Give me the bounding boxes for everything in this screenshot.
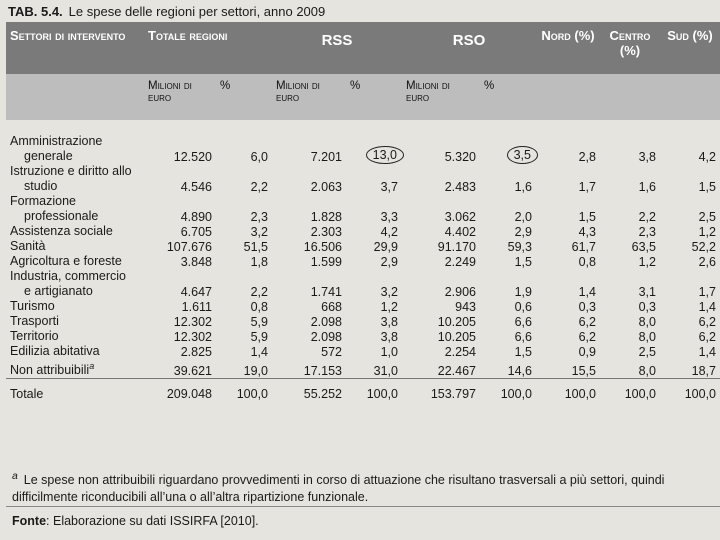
- total-rss: 55.252: [272, 379, 346, 404]
- cell-sud: 18,7: [691, 364, 716, 379]
- cell-rsop: 1,5: [514, 255, 532, 269]
- cell-tot: 12.302: [173, 330, 212, 344]
- cell-tot: 2.825: [180, 345, 212, 359]
- cell-rsop: 1,5: [514, 345, 532, 359]
- table-title: [8, 4, 325, 19]
- cell-tot: 12.302: [173, 315, 212, 329]
- table-number: TAB. 5.4.: [8, 4, 63, 19]
- table-row: [6, 269, 720, 299]
- row-label: Formazione professionale: [10, 194, 99, 223]
- table-row: [6, 224, 720, 239]
- cell-centro: 8,0: [638, 364, 656, 379]
- cell-nord: 4,3: [578, 225, 596, 239]
- cell-sud: 2,5: [698, 210, 716, 224]
- cell-centro: 3,8: [638, 150, 656, 164]
- cell-rssp: 1,2: [380, 300, 398, 314]
- cell-rss: 1.828: [310, 210, 342, 224]
- cell-rso: 10.205: [437, 315, 476, 329]
- cell-rso: 10.205: [437, 330, 476, 344]
- cell-tot: 6.705: [180, 225, 212, 239]
- header-nord: Nord (%): [536, 22, 600, 74]
- table-row: [6, 344, 720, 359]
- row-label: Non attribuibili$^a$: [10, 361, 95, 378]
- cell-rss: 2.063: [310, 180, 342, 194]
- cell-rso: 4.402: [444, 225, 476, 239]
- total-centro: 100,0: [600, 379, 660, 404]
- subheader-pct: %: [216, 74, 272, 120]
- cell-rso: 5.320: [444, 150, 476, 164]
- cell-rssp: 4,2: [380, 225, 398, 239]
- table-row: [6, 164, 720, 194]
- cell-sud: 1,2: [698, 225, 716, 239]
- header-totale: Totale regioni: [144, 22, 272, 74]
- row-label: Amministrazione generale: [10, 134, 103, 163]
- cell-rss: 1.599: [310, 255, 342, 269]
- subheader-pct: %: [480, 74, 536, 120]
- header-rss: RSS: [272, 22, 402, 74]
- cell-nord: 0,8: [578, 255, 596, 269]
- cell-sud: 1,7: [698, 285, 716, 299]
- cell-totp: 19,0: [243, 364, 268, 379]
- cell-rso: 3.062: [444, 210, 476, 224]
- row-label: Trasporti: [10, 314, 59, 328]
- row-label: Istruzione e diritto allo studio: [10, 164, 132, 193]
- cell-rssp: 1,0: [380, 345, 398, 359]
- cell-tot: 1.611: [181, 300, 212, 314]
- row-label: Territorio: [10, 329, 59, 343]
- total-rso: 153.797: [402, 379, 480, 404]
- cell-rso: 943: [455, 300, 476, 314]
- subheader-milioni: Milioni di euro: [402, 74, 480, 120]
- cell-rsop: 6,6: [514, 330, 532, 344]
- total-row: [6, 379, 720, 404]
- cell-sud: 4,2: [698, 150, 716, 164]
- header-sud: Sud (%): [660, 22, 720, 74]
- cell-sud: 6,2: [698, 330, 716, 344]
- cell-rssp: 13,0: [346, 134, 402, 164]
- cell-sud: 6,2: [698, 315, 716, 329]
- cell-totp: 5,9: [250, 315, 268, 329]
- cell-rss: 7.201: [310, 150, 342, 164]
- cell-tot: 4.890: [180, 210, 212, 224]
- cell-tot: 4.546: [180, 180, 212, 194]
- subheader-milioni: Milioni di euro: [144, 74, 216, 120]
- cell-rss: 2.098: [310, 330, 342, 344]
- table-row: [6, 194, 720, 224]
- cell-rso: 22.467: [437, 364, 476, 379]
- table-row: [6, 134, 720, 164]
- cell-rss: 1.741: [310, 285, 342, 299]
- cell-rso: 2.906: [444, 285, 476, 299]
- cell-rsop: 2,0: [514, 210, 532, 224]
- row-label: Industria, commercio e artigianato: [10, 269, 127, 298]
- cell-sud: 1,4: [698, 345, 716, 359]
- cell-rsop: 6,6: [514, 315, 532, 329]
- total-rssp: 100,0: [346, 379, 402, 404]
- cell-totp: 1,8: [250, 255, 268, 269]
- total-rsop: 100,0: [480, 379, 536, 404]
- cell-totp: 2,2: [250, 285, 268, 299]
- cell-nord: 0,3: [578, 300, 596, 314]
- cell-rssp: 3,8: [380, 315, 398, 329]
- cell-totp: 1,4: [250, 345, 268, 359]
- cell-rssp: 31,0: [373, 364, 398, 379]
- cell-rssp: 3,2: [380, 285, 398, 299]
- cell-rsop: 14,6: [507, 364, 532, 379]
- cell-tot: 4.647: [180, 285, 212, 299]
- cell-totp: 2,3: [250, 210, 268, 224]
- cell-nord: 1,7: [578, 180, 596, 194]
- cell-rso: 91.170: [437, 240, 476, 254]
- cell-sud: 1,4: [698, 300, 716, 314]
- cell-rssp: 3,8: [380, 330, 398, 344]
- footnote: [12, 468, 720, 506]
- cell-centro: 63,5: [631, 240, 656, 254]
- spending-table: [6, 22, 720, 403]
- total-sud: 100,0: [660, 379, 720, 404]
- table-row: [6, 314, 720, 329]
- cell-centro: 0,3: [638, 300, 656, 314]
- cell-nord: 1,4: [578, 285, 596, 299]
- cell-nord: 0,9: [578, 345, 596, 359]
- source-note: [12, 514, 259, 528]
- cell-centro: 3,1: [638, 285, 656, 299]
- cell-tot: 12.520: [173, 150, 212, 164]
- cell-rsop: 59,3: [507, 240, 532, 254]
- cell-centro: 2,3: [638, 225, 656, 239]
- cell-rsop: 1,6: [514, 180, 532, 194]
- table-row: [6, 254, 720, 269]
- cell-totp: 2,2: [250, 180, 268, 194]
- cell-rss: 572: [321, 345, 342, 359]
- cell-nord: 2,8: [578, 150, 596, 164]
- cell-centro: 8,0: [638, 330, 656, 344]
- cell-totp: 3,2: [250, 225, 268, 239]
- row-label: Agricoltura e foreste: [10, 254, 122, 268]
- cell-rssp: 29,9: [373, 240, 398, 254]
- cell-rssp: 3,3: [380, 210, 398, 224]
- cell-rso: 2.249: [444, 255, 476, 269]
- cell-totp: 6,0: [250, 150, 268, 164]
- footnote-text: Le spese non attribuibili riguardano provvedimenti in corso di attuazione che risultano trasversali a più settori, quindi difficilmente riconducibili all’una o all’altra ripartizione funzionale.: [12, 473, 665, 505]
- cell-nord: 1,5: [578, 210, 596, 224]
- cell-rsop: 2,9: [514, 225, 532, 239]
- cell-tot: 39.621: [173, 364, 212, 379]
- cell-rss: 16.506: [303, 240, 342, 254]
- cell-sud: 2,6: [698, 255, 716, 269]
- header-rso: RSO: [402, 22, 536, 74]
- row-label: Turismo: [10, 299, 55, 313]
- cell-centro: 1,6: [638, 180, 656, 194]
- header-centro: Centro (%): [600, 22, 660, 74]
- cell-rsop: 1,9: [514, 285, 532, 299]
- footnote-mark: a: [12, 471, 18, 482]
- source-text: : Elaborazione su dati ISSIRFA [2010].: [46, 514, 259, 528]
- cell-rss: 2.303: [310, 225, 342, 239]
- cell-rss: 17.153: [303, 364, 342, 379]
- cell-nord: 6,2: [578, 315, 596, 329]
- cell-totp: 0,8: [250, 300, 268, 314]
- cell-nord: 61,7: [571, 240, 596, 254]
- cell-rssp: 2,9: [380, 255, 398, 269]
- cell-rss: 2.098: [310, 315, 342, 329]
- table-row: [6, 359, 720, 379]
- table-row: [6, 239, 720, 254]
- cell-centro: 8,0: [638, 315, 656, 329]
- cell-tot: 3.848: [180, 255, 212, 269]
- table-caption: Le spese delle regioni per settori, anno 2009: [68, 4, 326, 19]
- cell-nord: 6,2: [578, 330, 596, 344]
- cell-sud: 52,2: [691, 240, 716, 254]
- cell-rss: 668: [321, 300, 342, 314]
- cell-centro: 2,5: [638, 345, 656, 359]
- row-label: Sanità: [10, 239, 46, 253]
- total-nord: 100,0: [536, 379, 600, 404]
- cell-tot: 107.676: [166, 240, 212, 254]
- table-row: [6, 329, 720, 344]
- row-label: Assistenza sociale: [10, 224, 113, 238]
- subheader-pct: %: [346, 74, 402, 120]
- cell-totp: 51,5: [243, 240, 268, 254]
- total-label: Totale: [6, 379, 144, 404]
- cell-rso: 2.254: [444, 345, 476, 359]
- cell-centro: 1,2: [638, 255, 656, 269]
- cell-rso: 2.483: [444, 180, 476, 194]
- subheader-milioni: Milioni di euro: [272, 74, 346, 120]
- cell-rsop: 3,5: [480, 134, 536, 164]
- cell-rsop: 0,6: [514, 300, 532, 314]
- total-tot: 209.048: [144, 379, 216, 404]
- total-totp: 100,0: [216, 379, 272, 404]
- header-sector: Settori di intervento: [6, 22, 144, 74]
- cell-totp: 5,9: [250, 330, 268, 344]
- cell-sud: 1,5: [698, 180, 716, 194]
- cell-centro: 2,2: [638, 210, 656, 224]
- cell-nord: 15,5: [571, 364, 596, 379]
- table-row: [6, 299, 720, 314]
- source-label: Fonte: [12, 514, 47, 528]
- row-label: Edilizia abitativa: [10, 344, 100, 358]
- cell-rssp: 3,7: [380, 180, 398, 194]
